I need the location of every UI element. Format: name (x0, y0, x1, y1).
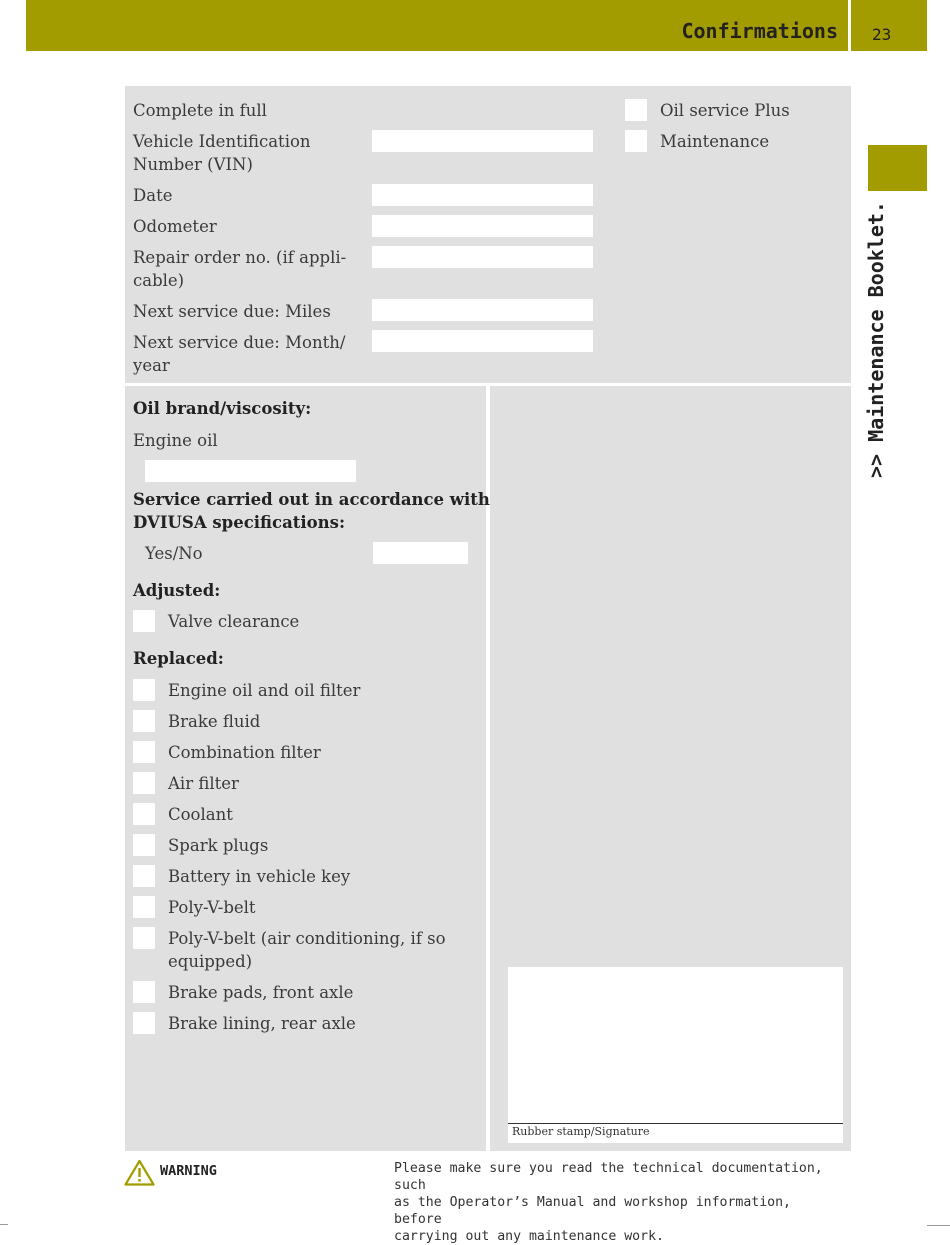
warning-triangle-icon (124, 1159, 155, 1186)
page-title: Confirmations (681, 19, 838, 43)
replaced-heading: Replaced: (133, 649, 224, 668)
replaced-item-label: Brake lining, rear axle (168, 1014, 356, 1033)
warning-text-line: Please make sure you read the technical documentation, such (394, 1161, 823, 1193)
replaced-item-checkbox[interactable] (133, 741, 155, 763)
page-number: 23 (872, 25, 892, 44)
replaced-item-checkbox[interactable] (133, 981, 155, 1003)
vin-label-cont: Number (VIN) (133, 155, 253, 174)
warning-label: WARNING (160, 1163, 217, 1179)
replaced-item-label: Brake fluid (168, 712, 261, 731)
replaced-item-label: Battery in vehicle key (168, 867, 351, 886)
repair-order-label-cont: cable) (133, 271, 185, 290)
stamp-caption: Rubber stamp/Signature (512, 1125, 650, 1138)
replaced-item-checkbox[interactable] (133, 865, 155, 887)
service-spec-heading: Service carried out in accordance with (133, 490, 490, 509)
date-field[interactable] (372, 184, 593, 206)
replaced-item-checkbox[interactable] (133, 1012, 155, 1034)
maintenance-label: Maintenance (660, 132, 770, 151)
replaced-item-checkbox[interactable] (133, 772, 155, 794)
next-service-miles-field[interactable] (372, 299, 593, 321)
adjusted-heading: Adjusted: (133, 581, 221, 600)
side-section-label: >> Maintenance Booklet. (864, 201, 888, 478)
repair-order-field[interactable] (372, 246, 593, 268)
replaced-item-checkbox[interactable] (133, 803, 155, 825)
vin-field[interactable] (372, 130, 593, 152)
next-service-month-field[interactable] (372, 330, 593, 352)
replaced-item-label: Air filter (168, 774, 239, 793)
replaced-item-label-cont: equipped) (168, 952, 253, 971)
yes-no-field[interactable] (373, 542, 468, 564)
side-tab-marker (868, 145, 927, 191)
page-header (26, 0, 927, 51)
oil-service-plus-checkbox[interactable] (625, 99, 647, 121)
repair-order-label: Repair order no. (if appli- (133, 248, 347, 267)
oil-brand-heading: Oil brand/viscosity: (133, 399, 312, 418)
odometer-label: Odometer (133, 217, 217, 236)
crop-mark (927, 1225, 950, 1226)
replaced-item-checkbox[interactable] (133, 927, 155, 949)
replaced-item-label: Combination filter (168, 743, 321, 762)
odometer-field[interactable] (372, 215, 593, 237)
replaced-item-checkbox[interactable] (133, 834, 155, 856)
replaced-item-label: Engine oil and oil filter (168, 681, 361, 700)
next-service-miles-label: Next service due: Miles (133, 302, 331, 321)
replaced-item-checkbox[interactable] (133, 896, 155, 918)
valve-clearance-label: Valve clearance (168, 612, 300, 631)
replaced-item-checkbox[interactable] (133, 679, 155, 701)
oil-service-plus-label: Oil service Plus (660, 101, 790, 120)
replaced-item-label: Poly-V-belt (168, 898, 256, 917)
warning-text (394, 1160, 834, 1245)
crop-mark (0, 1224, 8, 1225)
replaced-item-checkbox[interactable] (133, 710, 155, 732)
replaced-item-label: Brake pads, front axle (168, 983, 354, 1002)
warning-text-line: as the Operator’s Manual and workshop information, before (394, 1195, 791, 1227)
replaced-item-label: Spark plugs (168, 836, 269, 855)
maintenance-checkbox[interactable] (625, 130, 647, 152)
header-divider (848, 0, 851, 51)
engine-oil-label: Engine oil (133, 431, 218, 450)
replaced-item-label: Coolant (168, 805, 233, 824)
signature-line (508, 1123, 843, 1124)
service-spec-heading-cont: DVIUSA specifications: (133, 513, 346, 532)
warning-text-line: carrying out any maintenance work. (394, 1229, 664, 1244)
engine-oil-field[interactable] (145, 460, 356, 482)
yes-no-label: Yes/No (145, 544, 203, 563)
next-service-month-label: Next service due: Month/ (133, 333, 346, 352)
date-label: Date (133, 186, 173, 205)
stamp-signature-box[interactable] (508, 967, 843, 1143)
vin-label: Vehicle Identification (133, 132, 311, 151)
next-service-month-label-cont: year (133, 356, 170, 375)
valve-clearance-checkbox[interactable] (133, 610, 155, 632)
replaced-item-label: Poly-V-belt (air conditioning, if so (168, 929, 446, 948)
complete-in-full-label: Complete in full (133, 101, 267, 120)
